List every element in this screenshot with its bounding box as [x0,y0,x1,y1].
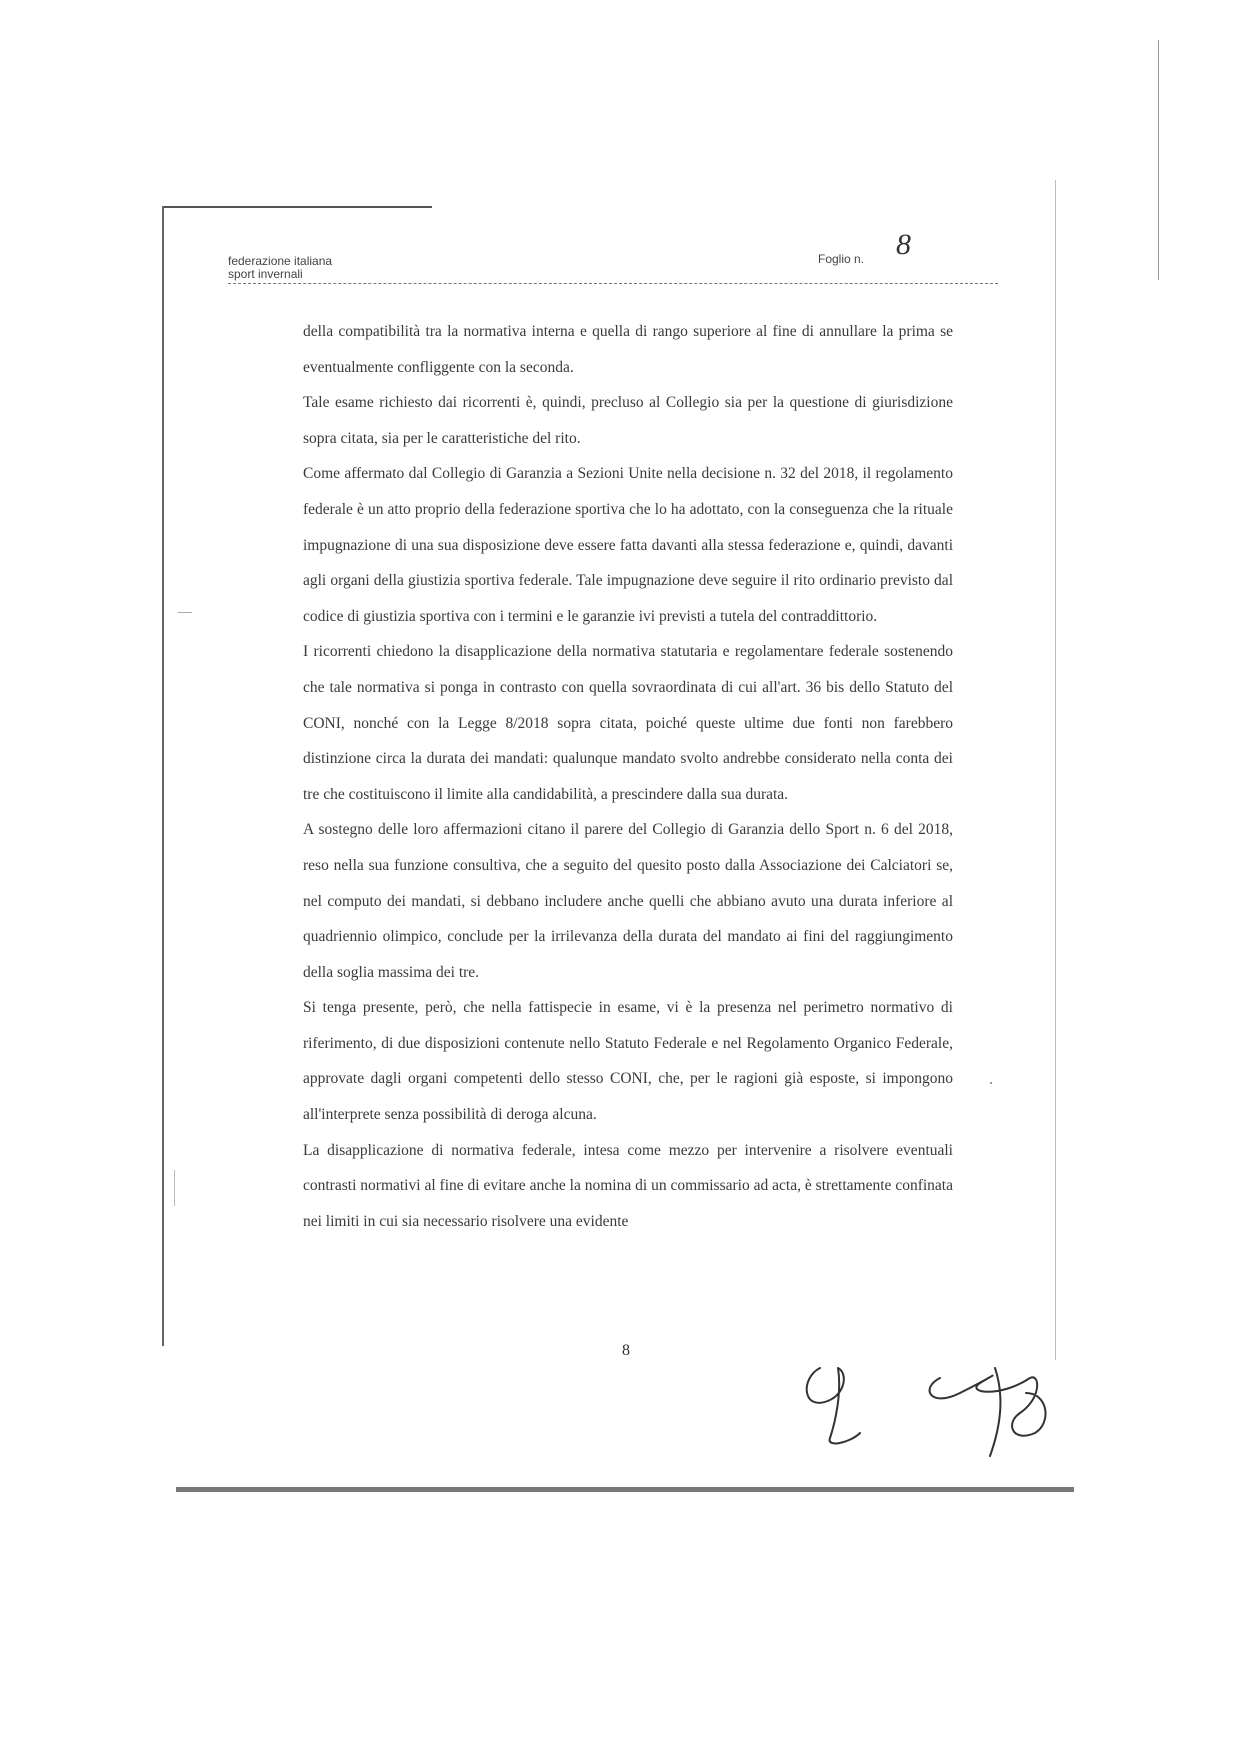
letterhead-organization [228,255,332,281]
scan-edge-line [1055,180,1056,1360]
document-body [303,314,953,1239]
handwritten-signatures [790,1338,1080,1458]
scan-artifact [990,1082,992,1084]
paragraph: La disapplicazione di normativa federale, intesa come mezzo per intervenire a risolvere eventuali contrasti normativi al fine di evitare anche la nomina di un commissario ad acta, è strettamente confinata nei limiti in cui sia necessario risolvere una evidente [303,1141,953,1230]
paragraph: della compatibilità tra la normativa interna e quella di rango superiore al fine di annullare la prima se eventualmente confliggente con la seconda. [303,323,953,376]
scan-frame-left [162,206,164,1346]
scan-frame-top [162,206,432,208]
paragraph: Come affermato dal Collegio di Garanzia a Sezioni Unite nella decisione n. 32 del 2018, il regolamento federale è un atto proprio della federazione sportiva che lo ha adottato, con la conseguenza che la rituale impugnazione di una sua disposizione deve essere fatta davanti alla stessa federazione e, quindi, davanti agli organi della giustizia sportiva federale. Tale impugnazione deve seguire il rito ordinario previsto dal codice di giustizia sportiva con i termini e le garanzie ivi previsti a tutela del contraddittorio. [303,465,953,625]
header-divider [228,283,998,285]
paragraph: Si tenga presente, però, che nella fattispecie in esame, vi è la presenza nel perimetro normativo di riferimento, di due disposizioni contenute nello Statuto Federale e nel Regolamento Organico Federale, approvate dagli organi competenti dello stesso CONI, che, per le ragioni già esposte, si impongono all'interprete senza possibilità di deroga alcuna. [303,999,953,1124]
scan-edge-line [1158,40,1159,280]
letterhead-line-2: sport invernali [228,267,303,281]
scan-bottom-bar [176,1487,1074,1492]
scan-artifact [178,612,192,613]
signature-1 [807,1368,860,1443]
sheet-label: Foglio n. [818,252,865,266]
letterhead-line-1: federazione italiana [228,254,333,268]
paragraph: I ricorrenti chiedono la disapplicazione della normativa statutaria e regolamentare federale sostenendo che tale normativa si ponga in contrasto con quella sovraordinata di cui all'art. 36 bis dello Statuto del CONI, nonché con la Legge 8/2018 sopra citata, poiché queste ultime due fonti non farebbero distinzione circa la durata dei mandati: qualunque mandato svolto andrebbe considerato nella conta dei tre che costituiscono il limite alla candidabilità, a prescindere dalla sua durata. [303,643,953,803]
sheet-number-handwritten: 8 [896,228,911,261]
paragraph: Tale esame richiesto dai ricorrenti è, quindi, precluso al Collegio sia per la questione di giurisdizione sopra citata, sia per le caratteristiche del rito. [303,394,953,447]
signature-2 [930,1368,1046,1456]
page-number: 8 [622,1342,630,1359]
scan-artifact [174,1170,175,1206]
paragraph: A sostegno delle loro affermazioni citano il parere del Collegio di Garanzia dello Sport n. 6 del 2018, reso nella sua funzione consultiva, che a seguito del quesito posto dalla Associazione dei Calciatori se, nel computo dei mandati, si debbano includere anche quelli che abbiano avuto una durata inferiore al quadriennio olimpico, conclude per la irrilevanza della durata del mandato ai fini del raggiungimento della soglia massima dei tre. [303,821,953,981]
